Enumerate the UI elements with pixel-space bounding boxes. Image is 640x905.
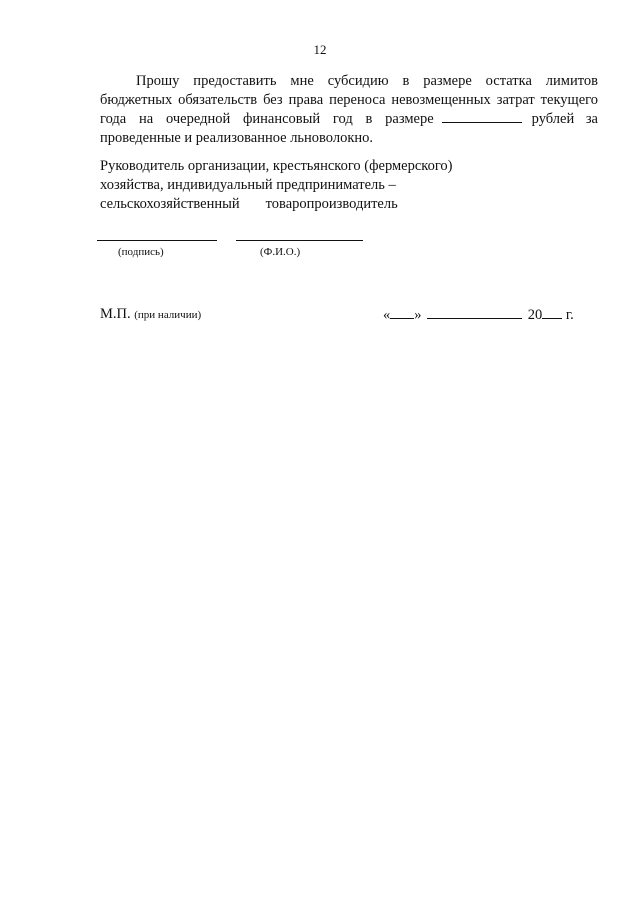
date-open-quote: « — [383, 307, 391, 323]
head-line-3a: сельскохозяйственный — [100, 196, 240, 212]
signature-caption: (подпись) — [118, 246, 164, 258]
head-line-2: хозяйства, индивидуальный предприниматель – — [100, 177, 396, 193]
amount-blank[interactable] — [442, 110, 522, 123]
paragraph-line-2: бюджетных обязательств без права переноса невозмещенных затрат текущего — [100, 92, 598, 108]
head-line-3 — [100, 195, 453, 214]
date-line — [383, 306, 574, 324]
request-paragraph — [100, 72, 598, 148]
paragraph-line-3-text: года на очередной финансовый год в размере — [100, 111, 434, 127]
year-suffix: г. — [565, 307, 574, 323]
name-caption: (Ф.И.О.) — [260, 246, 301, 258]
year-prefix: 20 — [527, 307, 543, 323]
head-line-3b: товаропроизводитель — [265, 196, 398, 212]
stamp-label: М.П. — [100, 306, 131, 322]
day-blank[interactable] — [390, 306, 414, 319]
paragraph-line-3 — [100, 110, 598, 129]
date-close-quote: » — [414, 307, 422, 323]
signature-line[interactable] — [97, 240, 217, 241]
paragraph-line-4: проведенные и реализованное льноволокно. — [100, 130, 374, 146]
paragraph-line-3-tail: рублей за — [531, 111, 598, 127]
head-signature-block — [100, 157, 453, 214]
year-blank[interactable] — [542, 306, 562, 319]
stamp-place — [100, 306, 201, 323]
stamp-note: (при наличии) — [134, 309, 202, 321]
page-number: 12 — [313, 42, 327, 57]
head-line-1: Руководитель организации, крестьянского (фермерского) — [100, 158, 453, 174]
name-line[interactable] — [236, 240, 363, 241]
paragraph-line-1: Прошу предоставить мне субсидию в размере остатка лимитов — [136, 73, 598, 89]
signature-lines — [97, 240, 377, 242]
month-blank[interactable] — [427, 306, 522, 319]
